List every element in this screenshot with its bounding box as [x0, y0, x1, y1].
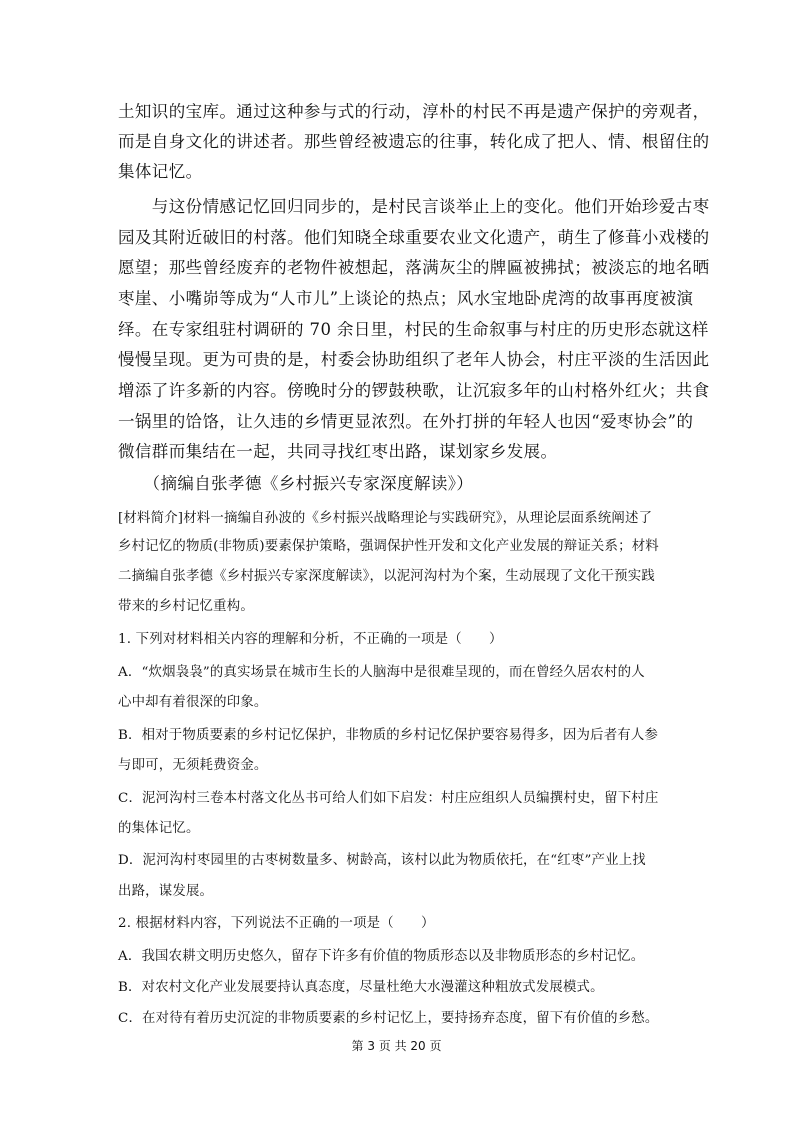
passage-line: 而是自身文化的讲述者。那些曾经被遗忘的往事，转化成了把人、情、根留住的 — [118, 132, 710, 151]
page-footer: 第 3 页 共 20 页 — [351, 1039, 442, 1053]
q2-option-c: C．在对待有着历史沉淀的非物质要素的乡村记忆上，要持扬弃态度，留下有价值的乡愁。 — [118, 1011, 659, 1026]
material-intro-line: 二摘编自张孝德《乡村振兴专家深度解读》，以泥河沟村为个案，生动展现了文化干预实践 — [118, 569, 655, 584]
passage-line: 园及其附近破旧的村落。他们知晓全球重要农业文化遗产，萌生了修葺小戏楼的 — [118, 228, 710, 247]
q1-option-c-cont: 的集体记忆。 — [118, 821, 200, 836]
q1-option-d-cont: 出路，谋发展。 — [118, 884, 214, 899]
material-intro-line: [材料简介]材料一摘编自孙波的《乡村振兴战略理论与实践研究》，从理论层面系统阐述了 — [118, 511, 653, 526]
q1-option-b: B．相对于物质要素的乡村记忆保护，非物质的乡村记忆保护要容易得多，因为后者有人参 — [118, 728, 659, 743]
q1-option-d: D．泥河沟村枣园里的古枣树数量多、树龄高，该村以此为物质依托，在“红枣”产业上找 — [118, 853, 646, 868]
passage-line: 愿望；那些曾经废弃的老物件被想起，落满灰尘的牌匾被拂拭；被淡忘的地名晒 — [118, 258, 710, 277]
source-note: （摘编自张孝德《乡村振兴专家深度解读》） — [118, 474, 474, 493]
question-2-stem: 2. 根据材料内容，下列说法不正确的一项是（ ） — [118, 916, 435, 931]
q1-option-b-cont: 与即可，无须耗费资金。 — [118, 758, 268, 773]
passage-line: 增添了许多新的内容。傍晚时分的锣鼓秧歌，让沉寂多年的山村格外红火；共食 — [118, 381, 710, 400]
passage-line: 土知识的宝库。通过这种参与式的行动，淳朴的村民不再是遗产保护的旁观者， — [118, 102, 710, 121]
passage-line: 一锅里的饸饹，让久违的乡情更显浓烈。在外打拼的年轻人也因“爱枣协会”的 — [118, 412, 694, 431]
material-intro-line: 乡村记忆的物质(非物质)要素保护策略，强调保护性开发和文化产业发展的辩证关系；材料 — [118, 539, 659, 554]
passage-line: 集体记忆。 — [118, 162, 203, 181]
q1-option-c: C．泥河沟村三卷本村落文化丛书可给人们如下启发：村庄应组织人员编撰村史，留下村庄 — [118, 791, 659, 806]
passage-line: 绎。在专家组驻村调研的 70 余日里，村民的生命叙事与村庄的历史形态就这样 — [118, 320, 709, 339]
material-intro-line: 带来的乡村记忆重构。 — [118, 599, 254, 614]
question-1-stem: 1. 下列对材料相关内容的理解和分析，不正确的一项是（ ） — [118, 632, 503, 647]
passage-line: 与这份情感记忆回归同步的，是村民言谈举止上的变化。他们开始珍爱古枣 — [118, 197, 710, 216]
passage-line: 微信群而集结在一起，共同寻找红枣出路，谋划家乡发展。 — [118, 442, 558, 461]
q2-option-b: B．对农村文化产业发展要持认真态度，尽量杜绝大水漫灌这种粗放式发展模式。 — [118, 980, 604, 995]
q2-option-a: A．我国农耕文明历史悠久，留存下许多有价值的物质形态以及非物质形态的乡村记忆。 — [118, 949, 645, 964]
q1-option-a: A．“炊烟袅袅”的真实场景在城市生长的人脑海中是很难呈现的，而在曾经久居农村的人 — [118, 665, 645, 680]
q1-option-a-cont: 心中却有着很深的印象。 — [118, 695, 268, 710]
passage-line: 枣崖、小嘴峁等成为“人市儿”上谈论的热点；风水宝地卧虎湾的故事再度被演 — [118, 289, 694, 308]
passage-line: 慢慢呈现。更为可贵的是，村委会协助组织了老年人协会，村庄平淡的生活因此 — [118, 350, 710, 369]
